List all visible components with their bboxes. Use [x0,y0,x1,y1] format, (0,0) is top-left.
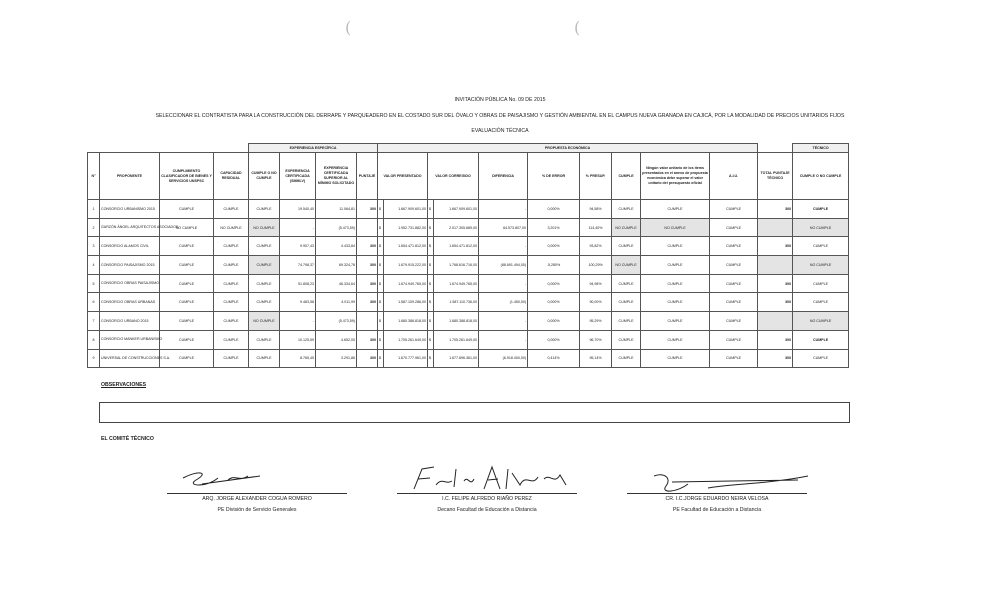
cell-tot: 300 [758,349,793,368]
cell-dif: (6.918.400,00) [479,349,528,368]
cell-pre: 95,14% [580,349,612,368]
cell-dif: - [479,200,528,219]
col-cumple: CUMPLE [612,153,641,200]
cell-pts: 300 [357,293,378,312]
cell-aiu: CUMPLE [710,349,758,368]
cell-it: CUMPLE [641,237,710,256]
table-row [88,349,849,368]
cell-dif: - [479,312,528,331]
cell-n: 7 [88,312,100,331]
cell-cur2: $ [428,218,434,237]
cell-vp: 1.705.261.649,00 [384,330,428,349]
cell-clas: CUMPLE [160,349,214,368]
col-proponente: PROPONENTE [100,153,160,200]
cell-sup: 11.064,81 [316,200,357,219]
signature-3 [627,493,807,513]
signature-2-scribble [408,463,578,495]
table-row [88,237,849,256]
cell-cu: NO CUMPLE [612,256,641,275]
col-pct-presup: % PRESUP. [580,153,612,200]
observaciones-label: OBSERVACIONES [101,382,147,388]
table-row [88,330,849,349]
cell-sup: 46.334,64 [316,274,357,293]
scan-mark-right: ( [574,18,581,37]
cell-ce: NO CUMPLE [249,312,280,331]
cell-pts: 300 [357,256,378,275]
cell-cur: $ [378,330,384,349]
cell-err: -5,280% [528,256,580,275]
cell-vp: 1.670.777.961,00 [384,349,428,368]
cell-n: 6 [88,293,100,312]
cell-cur2: $ [428,237,434,256]
signature-3-name: CR. I.C.JORGE EDUARDO NEIRA VELOSA [665,496,769,502]
cell-pts: 300 [357,330,378,349]
cell-cf: CUMPLE [793,349,849,368]
cell-cur2: $ [428,312,434,331]
cell-sup: 4.011,99 [316,293,357,312]
table-row [88,256,849,275]
cell-ce: CUMPLE [249,349,280,368]
cell-dif: 64.573.807,00 [479,218,528,237]
cell-ce: CUMPLE [249,256,280,275]
col-exp-cert: EXPERIENCIA CERTIFICADA (SMMLV) [280,153,316,200]
cell-tot: 300 [758,274,793,293]
cell-clas: CUMPLE [160,200,214,219]
cell-cert: 10.125,59 [280,330,316,349]
cell-sup: 69.324,78 [316,256,357,275]
col-capacidad: CAPACIDAD RESIDUAL [214,153,249,200]
cell-ce: NO CUMPLE [249,218,280,237]
cell-pre: 96,70% [580,330,612,349]
cell-vc: 1.768.616.716,00 [434,256,479,275]
cell-err: 0,000% [528,200,580,219]
cell-dif: - [479,237,528,256]
cell-aiu: CUMPLE [710,312,758,331]
document-objeto: SELECCIONAR EL CONTRATISTA PARA LA CONSTRUCCIÓN DEL DERRAPE Y PARQUEADERO EN EL COSTADO SUR DEL ÓVALO Y OBRAS DE PAISAJISMO Y GESTIÓN AMBIENTAL EN EL CAMPUS NUEVA GRANADA EN CAJICÁ, POR LA MODALIDAD DE PRECIOS UNITARIOS FIJOS [155,113,845,119]
cell-vp: 1.952.731.882,00 [384,218,428,237]
signature-1-name: ARQ. JORGE ALEXANDER COGUA ROMERO [202,496,312,502]
signature-1-role: PE División de Servicio Generales [217,507,297,513]
signature-2-role: Decano Facultad de Educación a Distancia [437,507,537,513]
document-subtitle: EVALUACIÓN TÉCNICA [471,128,529,134]
table-row [88,218,849,237]
cell-n: 8 [88,330,100,349]
cell-cap: CUMPLE [214,349,249,368]
cell-sup: 4.433,84 [316,237,357,256]
cell-name: CONSORCIO URBANO 2015 [100,312,160,331]
cell-pre: 94,98% [580,274,612,293]
cell-cur: $ [378,312,384,331]
col-clasificador: CUMPLIMIENTO CLASIFICADOR DE BIENES Y SERVICIOS UNSPSC [160,153,214,200]
cell-name: CONSORCIO MANKER URBANISMO [100,330,160,349]
cell-name: CONSORCIO ALAMOS CIVIL [100,237,160,256]
cell-cu: CUMPLE [612,293,641,312]
cell-cf: CUMPLE [793,200,849,219]
document-title: INVITACIÓN PÚBLICA No. 09 DE 2015 [454,97,546,103]
cell-cap: CUMPLE [214,200,249,219]
cell-vp: 1.587.109.286,00 [384,293,428,312]
cell-vc: 1.677.696.361,00 [434,349,479,368]
cell-name: CONSORCIO URBANISMO 2015 [100,200,160,219]
cell-cur: $ [378,349,384,368]
cell-cap: CUMPLE [214,256,249,275]
table-row [88,274,849,293]
cell-aiu: CUMPLE [710,256,758,275]
cell-cur2: $ [428,349,434,368]
cell-err: 0,000% [528,330,580,349]
cell-cur: $ [378,256,384,275]
cell-cu: NO CUMPLE [612,218,641,237]
signature-2-name: I.C. FELIPE ALFREDO RIAÑO PEREZ [442,496,532,502]
signature-1 [167,493,347,513]
cell-n: 2 [88,218,100,237]
cell-it: CUMPLE [641,200,710,219]
cell-cur: $ [378,237,384,256]
cell-vc: 2.017.305.689,00 [434,218,479,237]
col-valor-presentado: VALOR PRESENTADO [378,153,428,200]
cell-ce: CUMPLE [249,330,280,349]
cell-ce: CUMPLE [249,293,280,312]
cell-err: 3,201% [528,218,580,237]
cell-n: 3 [88,237,100,256]
cell-name: UNIVERSAL DE CONSTRUCCIONES S.A. [100,349,160,368]
cell-cu: CUMPLE [612,200,641,219]
table-row [88,293,849,312]
cell-name: CONSORCIO OBRAS URBANAS [100,293,160,312]
col-total: TOTAL PUNTAJE TÉCNICO [758,153,793,200]
col-pct-error: % DE ERROR [528,153,580,200]
cell-sup: 3.291,86 [316,349,357,368]
cell-cu: CUMPLE [612,237,641,256]
cell-cap: CUMPLE [214,237,249,256]
cell-clas: CUMPLE [160,293,214,312]
cell-err: 0,414% [528,349,580,368]
cell-tot: 300 [758,237,793,256]
cell-err: 0,000% [528,237,580,256]
cell-vp: 1.667.909.601,00 [384,200,428,219]
cell-aiu: CUMPLE [710,200,758,219]
cell-tot [758,312,793,331]
cell-cap: CUMPLE [214,330,249,349]
cell-cur2: $ [428,293,434,312]
cell-ce: CUMPLE [249,237,280,256]
evaluation-table [87,143,849,368]
cell-cf: CUMPLE [793,293,849,312]
cell-pre: 114,40% [580,218,612,237]
cell-it: CUMPLE [641,330,710,349]
cell-clas: CUMPLE [160,256,214,275]
cell-name: GARZÓN ÁNGEL ARQUITECTOS ASOCIADOS [100,218,160,237]
cell-it: CUMPLE [641,274,710,293]
cell-dif: (1.450,00) [479,293,528,312]
evaluation-table-body [88,200,849,368]
cell-cap: NO CUMPLE [214,218,249,237]
cell-cf: NO CUMPLE [793,218,849,237]
cell-cf: NO CUMPLE [793,312,849,331]
cell-cur2: $ [428,330,434,349]
cell-vc: 1.667.909.601,00 [434,200,479,219]
col-valor-corregido: VALOR CORREGIDO [428,153,479,200]
cell-pre: 95,29% [580,312,612,331]
cell-n: 9 [88,349,100,368]
cell-pts: 300 [357,237,378,256]
cell-cur: $ [378,274,384,293]
col-puntaje: PUNTAJE [357,153,378,200]
cell-it: CUMPLE [641,256,710,275]
cell-tot [758,218,793,237]
cell-cf: NO CUMPLE [793,256,849,275]
cell-cur2: $ [428,256,434,275]
signature-1-scribble [178,466,268,492]
cell-cert: 74.798,37 [280,256,316,275]
group-header-tecnico: TÉCNICO [793,144,849,153]
cell-aiu: CUMPLE [710,293,758,312]
cell-sup: (5.473,59) [316,312,357,331]
cell-vc: 1.654.471.812,00 [434,237,479,256]
cell-pts: 300 [357,274,378,293]
cell-sup: (5.473,59) [316,218,357,237]
cell-clas: CUMPLE [160,274,214,293]
cell-it: CUMPLE [641,312,710,331]
cell-dif: (88.691.494,00) [479,256,528,275]
cell-err: 0,000% [528,312,580,331]
cell-ce: CUMPLE [249,200,280,219]
col-exp-sup: EXPERIENCIA CERTIFICADA SUPERIOR AL MÍNIMO SOLICITADO [316,153,357,200]
scan-mark-left: ( [345,18,352,37]
cell-vp: 1.654.471.812,00 [384,237,428,256]
cell-cur: $ [378,293,384,312]
cell-tot: 300 [758,200,793,219]
cell-vp: 1.679.915.222,00 [384,256,428,275]
cell-n: 4 [88,256,100,275]
cell-vc: 1.680.388.818,00 [434,312,479,331]
cell-tot [758,256,793,275]
cell-pts: 300 [357,349,378,368]
cell-aiu: CUMPLE [710,218,758,237]
cell-name: CONSORCIO PAISAJISMO 2015 [100,256,160,275]
cell-err: 0,000% [528,274,580,293]
signature-2 [397,493,577,513]
cell-pre: 94,58% [580,200,612,219]
cell-cf: CUMPLE [793,237,849,256]
group-header-experiencia: EXPERIENCIA ESPECÍFICA [249,144,378,153]
cell-pre: 93,82% [580,237,612,256]
cell-pts [357,218,378,237]
cell-sup: 4.652,00 [316,330,357,349]
cell-n: 5 [88,274,100,293]
cell-it: CUMPLE [641,349,710,368]
cell-cert: 19.540,40 [280,200,316,219]
col-diferencia: DIFERENCIA [479,153,528,200]
cell-cf: CUMPLE [793,330,849,349]
signature-3-role: PE Facultad de Educación a Distancia [672,507,762,513]
cell-it: NO CUMPLE [641,218,710,237]
cell-cu: CUMPLE [612,349,641,368]
cell-ce: CUMPLE [249,274,280,293]
cell-dif: - [479,274,528,293]
group-header-propuesta: PROPUESTA ECONÓMICA [378,144,758,153]
cell-vp: 1.680.388.818,00 [384,312,428,331]
cell-cap: CUMPLE [214,293,249,312]
observaciones-box [99,402,850,423]
cell-tot: 300 [758,330,793,349]
cell-cert: - [280,218,316,237]
col-items: Ningún valor unitario de los ítems presentados en el anexo de propuesta económica debe superar el valor unitario del presupuesto oficial [641,153,710,200]
cell-it: CUMPLE [641,293,710,312]
cell-name: CONSORCIO OBRAS PAISAJISMO [100,274,160,293]
cell-cu: CUMPLE [612,330,641,349]
cell-cu: CUMPLE [612,312,641,331]
cell-clas: CUMPLE [160,330,214,349]
cell-dif: - [479,330,528,349]
cell-vp: 1.674.949.765,00 [384,274,428,293]
cell-cf: CUMPLE [793,274,849,293]
cell-cert: 51.808,23 [280,274,316,293]
col-cumple-exp: CUMPLE O NO CUMPLE [249,153,280,200]
cell-cur: $ [378,218,384,237]
cell-pre: 100,29% [580,256,612,275]
col-cumple-final: CUMPLE O NO CUMPLE [793,153,849,200]
cell-vc: 1.705.261.649,00 [434,330,479,349]
cell-cu: CUMPLE [612,274,641,293]
table-row [88,200,849,219]
cell-pre: 90,00% [580,293,612,312]
cell-pts [357,312,378,331]
cell-cur2: $ [428,274,434,293]
table-row [88,312,849,331]
cell-clas: NO CUMPLE [160,218,214,237]
col-n: N° [88,153,100,200]
cell-vc: 1.674.949.765,00 [434,274,479,293]
cell-cert: 9.483,58 [280,293,316,312]
cell-cert: 9.907,43 [280,237,316,256]
cell-cur: $ [378,200,384,219]
cell-vc: 1.587.110.736,00 [434,293,479,312]
cell-cap: CUMPLE [214,312,249,331]
cell-clas: CUMPLE [160,237,214,256]
cell-aiu: CUMPLE [710,330,758,349]
cell-n: 1 [88,200,100,219]
cell-cert: 8.765,45 [280,349,316,368]
cell-aiu: CUMPLE [710,237,758,256]
cell-cert: - [280,312,316,331]
cell-clas: CUMPLE [160,312,214,331]
cell-cur2: $ [428,200,434,219]
cell-aiu: CUMPLE [710,274,758,293]
cell-err: 0,000% [528,293,580,312]
comite-label: EL COMITÉ TÉCNICO [101,436,154,442]
cell-pts: 300 [357,200,378,219]
cell-tot: 300 [758,293,793,312]
cell-cap: CUMPLE [214,274,249,293]
col-aiu: A.I.U. [710,153,758,200]
